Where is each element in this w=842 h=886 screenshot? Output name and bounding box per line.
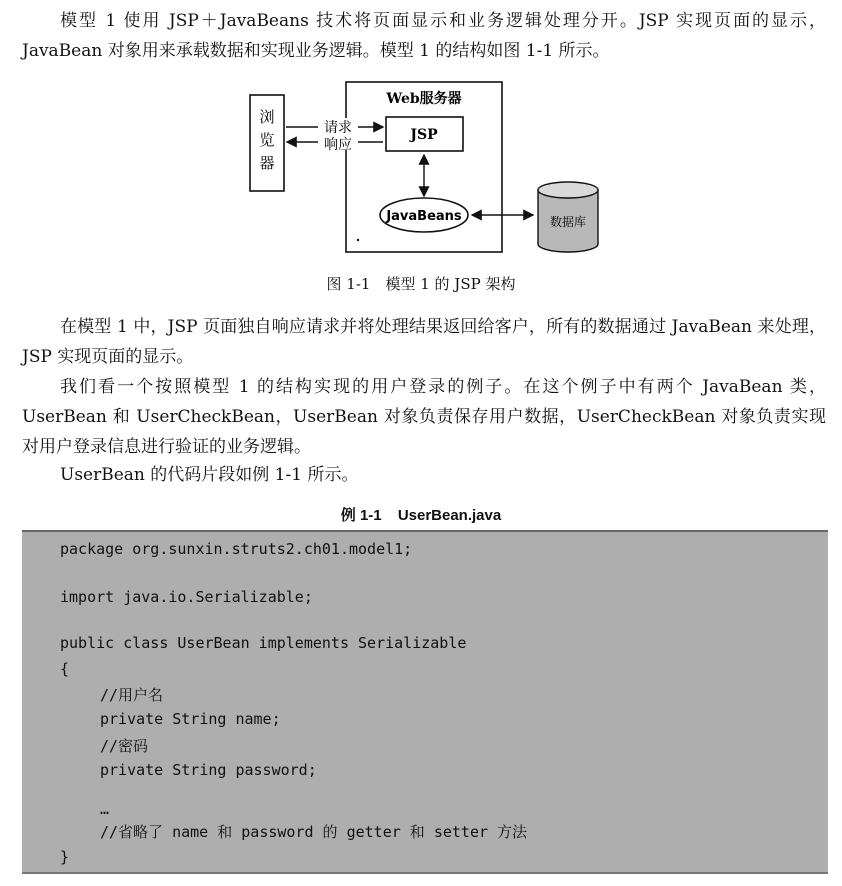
code-line: private String name; [100,710,281,728]
javabeans-label: JavaBeans [386,209,462,224]
example-filename: UserBean.java [397,507,502,524]
model1-description-paragraph: 在模型 1 中，JSP 页面独自响应请求并将处理结果返回给客户，所有的数据通过 JavaBean 来处理，JSP 实现页面的显示。 [22,317,826,367]
browser-char-1: 浏 [259,108,275,126]
code-line: private String password; [100,761,317,779]
response-label: 响应 [324,137,352,153]
code-line: { [60,660,70,678]
browser-char-2: 览 [259,131,275,149]
code-line: import java.io.Serializable; [60,588,313,606]
database-label: 数据库 [549,215,587,229]
code-line: … [100,800,110,818]
browser-char-3: 器 [259,154,275,172]
model1-architecture-diagram [0,70,842,290]
example-caption [0,504,842,525]
intro-paragraph: 模型 1 使用 JSP＋JavaBeans 技术将页面显示和业务逻辑处理分开。JSP 实现页面的显示，JavaBean 对象用来承载数据和实现业务逻辑。模型 1 的结构如图 1-1 所示。 [22,11,826,61]
code-line: } [60,848,70,866]
code-listing [22,530,828,874]
code-line: //用户名 [100,686,164,704]
code-line: public class UserBean implements Serializable [60,634,467,652]
code-line: //密码 [100,737,149,755]
login-example-paragraph: 我们看一个按照模型 1 的结构实现的用户登录的例子。在这个例子中有两个 JavaBean 类，UserBean 和 UserCheckBean，UserBean 对象负责保存用户数据，UserCheckBean 对象负责实现对用户登录信息进行验证的业务逻辑。 [22,377,826,457]
figure-caption: 图 1-1 模型 1 的 JSP 架构 [326,275,516,293]
request-label: 请求 [324,120,352,136]
jsp-label: JSP [410,127,438,143]
code-intro-paragraph: UserBean 的代码片段如例 1-1 所示。 [60,465,359,485]
web-server-title: Web服务器 [386,91,462,107]
code-line: //省略了 name 和 password 的 getter 和 setter 方法 [100,823,528,841]
code-line: package org.sunxin.struts2.ch01.model1; [60,540,413,558]
example-number: 例 1-1 [340,507,382,524]
